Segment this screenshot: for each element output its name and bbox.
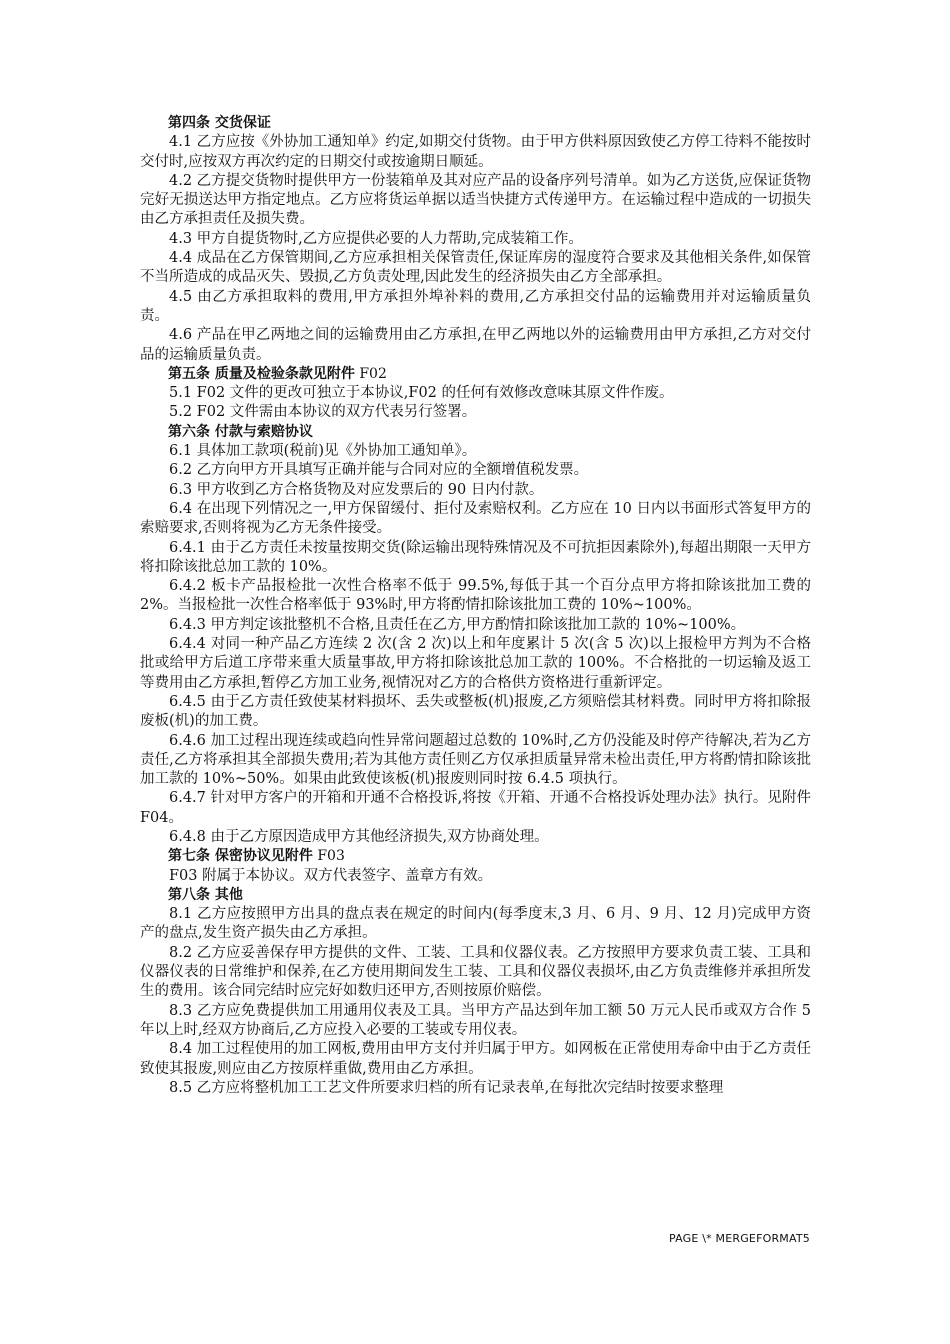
body-paragraph: 8.1 乙方应按照甲方出具的盘点表在规定的时间内(每季度末,3 月、6 月、9 月、12 月)完成甲方资产的盘点,发生资产损失由乙方承担。 (140, 906, 811, 942)
section-heading-text: 第五条 质量及检验条款见附件 (168, 365, 355, 382)
body-paragraph: 6.1 具体加工款项(税前)见《外协加工通知单》。 (169, 443, 477, 460)
section-heading (140, 114, 811, 133)
body-paragraph: 4.3 甲方自提货物时,乙方应提供必要的人力帮助,完成装箱工作。 (169, 230, 583, 247)
body-paragraph: 4.2 乙方提交货物时提供甲方一份装箱单及其对应产品的设备序列号清单。如为乙方送货,应保证货物完好无损送达甲方指定地点。乙方应将货运单据以适当快捷方式传递甲方。在运输过程中造成的一切损失由乙方承担责任及损失费。 (140, 172, 811, 228)
body-paragraph: 6.4.7 针对甲方客户的开箱和开通不合格投诉,将按《开箱、开通不合格投诉处理办法》执行。见附件 F04。 (140, 790, 811, 826)
body-paragraph: 6.4 在出现下列情况之一,甲方保留缓付、拒付及索赔权利。乙方应在 10 日内以书面形式答复甲方的索赔要求,否则将视为乙方无条件接受。 (140, 500, 811, 537)
section-heading-text: 第六条 付款与索赔协议 (168, 423, 313, 440)
body-paragraph: 4.5 由乙方承担取料的费用,甲方承担外埠补料的费用,乙方承担交付品的运输费用并对运输质量负责。 (140, 288, 811, 324)
body-paragraph: 4.6 产品在甲乙两地之间的运输费用由乙方承担,在甲乙两地以外的运输费用由甲方承担,乙方对交付品的运输质量负责。 (140, 327, 811, 363)
body-paragraph: F03 附属于本协议。双方代表签字、盖章方有效。 (169, 867, 493, 884)
document-body (140, 114, 811, 1098)
body-paragraph: 4.1 乙方应按《外协加工通知单》约定,如期交付货物。由于甲方供料原因致使乙方停工待料不能按时交付时,应按双方再次约定的日期交付或按逾期日顺延。 (140, 134, 811, 170)
section-heading-text: 第七条 保密协议见附件 (168, 848, 313, 865)
page-footer: PAGE \* MERGEFORMAT5 (668, 1232, 810, 1245)
section-heading (140, 365, 811, 384)
body-paragraph: 8.5 乙方应将整机加工工艺文件所要求归档的所有记录表单,在每批次完结时按要求整理 (169, 1079, 724, 1096)
body-paragraph: 5.1 F02 文件的更改可独立于本协议,F02 的任何有效修改意味其原文件作废。 (169, 385, 674, 402)
body-paragraph: 6.3 甲方收到乙方合格货物及对应发票后的 90 日内付款。 (169, 481, 544, 498)
body-paragraph: 6.4.2 板卡产品报检批一次性合格率不低于 99.5%,每低于其一个百分点甲方将扣除该批加工费的 2%。当报检批一次性合格率低于 93%时,甲方将酌情扣除该批加工费的 10%~100%。 (140, 578, 811, 614)
section-heading-text: 第四条 交货保证 (168, 115, 271, 131)
body-paragraph: 6.4.5 由于乙方责任致使某材料损坏、丢失或整板(机)报废,乙方须赔偿其材料费。同时甲方将扣除报废板(机)的加工费。 (140, 693, 811, 730)
section-heading (140, 423, 811, 442)
section-heading (140, 886, 811, 905)
body-paragraph: 8.2 乙方应妥善保存甲方提供的文件、工装、工具和仪器仪表。乙方按照甲方要求负责工装、工具和仪器仪表的日常维护和保养,在乙方使用期间发生工装、工具和仪器仪表损坏,由乙方负责维修并承担所发生的费用。该合同完结时应完好如数归还甲方,否则按原价赔偿。 (140, 944, 811, 1000)
section-heading-text: 第八条 其他 (168, 886, 243, 903)
section-heading-ref: F03 (312, 848, 345, 865)
body-paragraph: 8.3 乙方应免费提供加工用通用仪表及工具。当甲方产品达到年加工额 50 万元人民币或双方合作 5 年以上时,经双方协商后,乙方应投入必要的工装或专用仪表。 (140, 1002, 811, 1038)
section-heading-ref: F02 (354, 365, 387, 382)
body-paragraph: 8.4 加工过程使用的加工网板,费用由甲方支付并归属于甲方。如网板在正常使用寿命中由于乙方责任致使其报废,则应由乙方按原样重做,费用由乙方承担。 (140, 1041, 811, 1077)
body-paragraph: 6.4.3 甲方判定该批整机不合格,且责任在乙方,甲方酌情扣除该批加工款的 10%~100%。 (169, 616, 746, 633)
body-paragraph: 6.4.1 由于乙方责任未按量按期交货(除运输出现特殊情况及不可抗拒因素除外),每超出期限一天甲方将扣除该批总加工款的 10%。 (140, 539, 811, 575)
body-paragraph: 6.4.8 由于乙方原因造成甲方其他经济损失,双方协商处理。 (169, 828, 549, 845)
body-paragraph: 6.4.6 加工过程出现连续或趋向性异常问题超过总数的 10%时,乙方仍没能及时停产待解决,若为乙方责任,乙方将承担其全部损失费用;若为其他方责任则乙方仅承担质量异常未检出责任,甲方将酌情扣除该批加工款的 10%~50%。如果由此致使该板(机)报废则同时按 6.4.5 项执行。 (140, 732, 811, 788)
body-paragraph: 6.2 乙方向甲方开具填写正确并能与合同对应的全额增值税发票。 (169, 462, 589, 479)
body-paragraph: 5.2 F02 文件需由本协议的双方代表另行签署。 (169, 404, 477, 421)
body-paragraph: 6.4.4 对同一种产品乙方连续 2 次(含 2 次)以上和年度累计 5 次(含 5 次)以上报检甲方判为不合格批或给甲方后道工序带来重大质量事故,甲方将扣除该批总加工款的 100%。不合格批的一切运输及返工等费用由乙方承担,暂停乙方加工业务,视情况对乙方的合格供方资格进行重新评定。 (140, 636, 811, 691)
body-paragraph: 4.4 成品在乙方保管期间,乙方应承担相关保管责任,保证库房的湿度符合要求及其他相关条件,如保管不当所造成的成品灭失、毁损,乙方负责处理,因此发生的经济损失由乙方全部承担。 (140, 250, 811, 286)
section-heading (140, 847, 811, 866)
